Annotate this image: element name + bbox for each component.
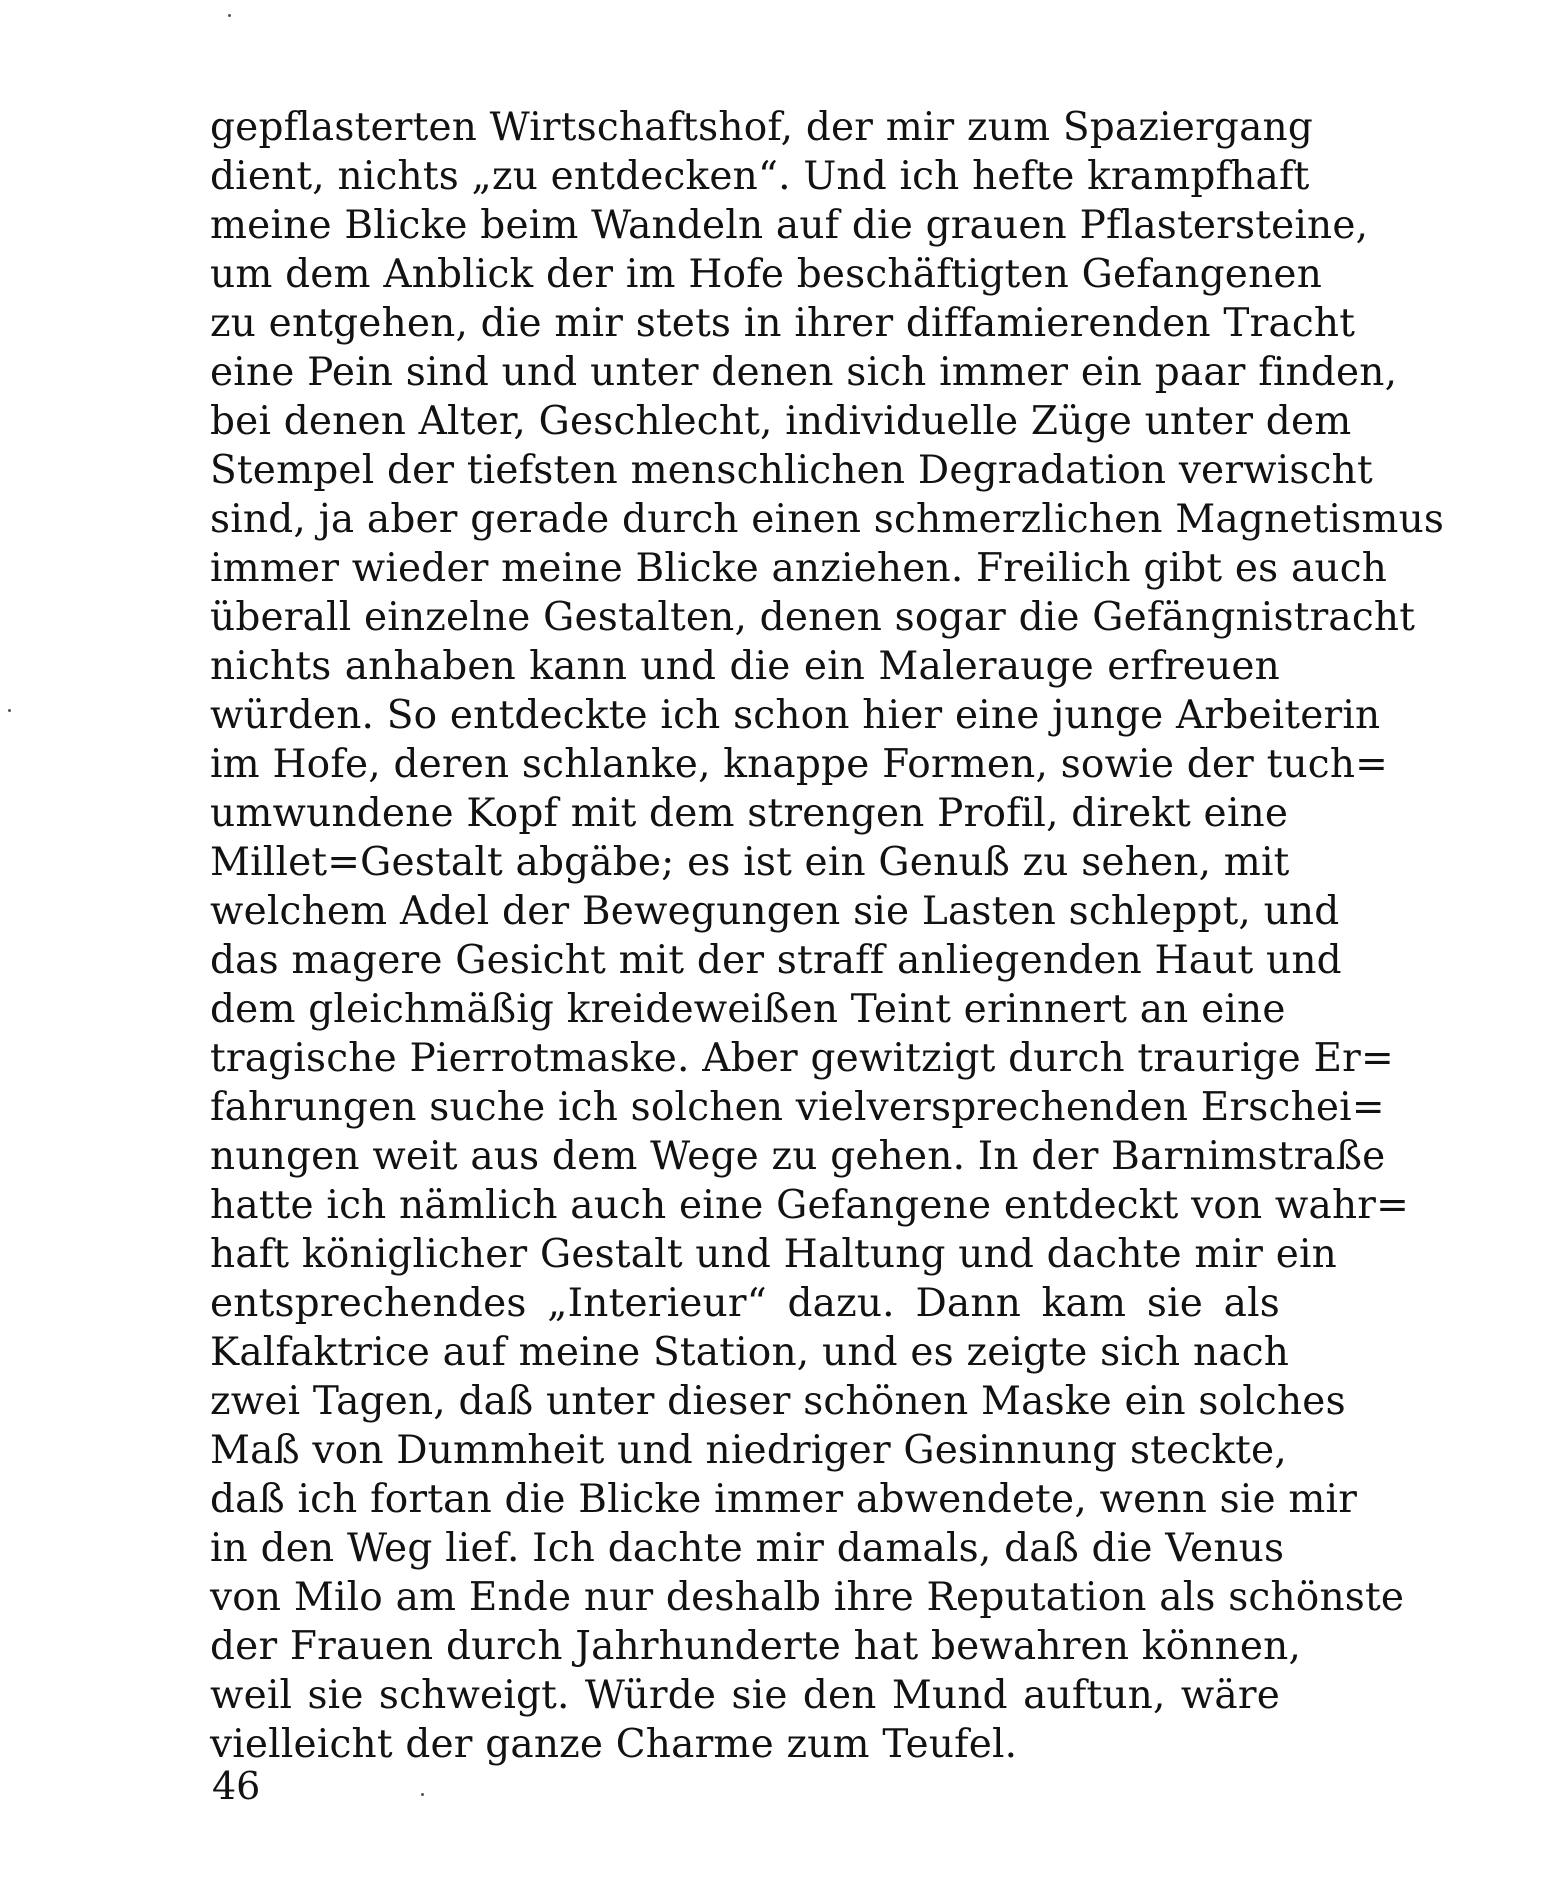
text-line: welchem Adel der Bewegungen sie Lasten schleppt, und xyxy=(210,889,1340,934)
body-text xyxy=(210,103,1445,1769)
text-line: umwundene Kopf mit dem strengen Profil, direkt eine xyxy=(210,791,1289,836)
text-line: weil sie schweigt. Würde sie den Mund auftun, wäre xyxy=(210,1673,1280,1718)
text-line: überall einzelne Gestalten, denen sogar die Gefängnistracht xyxy=(210,595,1416,640)
text-line: immer wieder meine Blicke anziehen. Freilich gibt es auch xyxy=(210,546,1388,591)
text-line: bei denen Alter, Geschlecht, individuelle Züge unter dem xyxy=(210,399,1352,444)
text-line: würden. So entdeckte ich schon hier eine junge Arbeiterin xyxy=(210,693,1381,738)
text-line: Stempel der tiefsten menschlichen Degradation verwischt xyxy=(210,448,1373,493)
text-line: entsprechendes „Interieur“ dazu. Dann kam sie als xyxy=(210,1281,1280,1326)
text-line: Millet=Gestalt abgäbe; es ist ein Genuß zu sehen, mit xyxy=(210,840,1290,885)
text-line: dient, nichts „zu entdecken“. Und ich hefte krampfhaft xyxy=(210,154,1310,199)
text-line: um dem Anblick der im Hofe beschäftigten Gefangenen xyxy=(210,252,1323,297)
text-line: haft königlicher Gestalt und Haltung und dachte mir ein xyxy=(210,1232,1337,1277)
text-line: gepflasterten Wirtschaftshof, der mir zum Spaziergang xyxy=(210,105,1314,150)
text-line: das magere Gesicht mit der straff anliegenden Haut und xyxy=(210,938,1342,983)
text-line: dem gleichmäßig kreideweißen Teint erinnert an eine xyxy=(210,987,1286,1032)
text-line-last: vielleicht der ganze Charme zum Teufel. xyxy=(210,1722,1018,1767)
text-line: im Hofe, deren schlanke, knappe Formen, sowie der tuch= xyxy=(210,742,1389,787)
scan-speck xyxy=(228,14,231,17)
scan-speck xyxy=(8,709,11,712)
text-line: nichts anhaben kann und die ein Malerauge erfreuen xyxy=(210,644,1280,689)
text-line: Maß von Dummheit und niedriger Gesinnung steckte, xyxy=(210,1428,1287,1473)
text-line: zwei Tagen, daß unter dieser schönen Maske ein solches xyxy=(210,1379,1346,1424)
scan-speck xyxy=(421,1793,424,1796)
text-line: meine Blicke beim Wandeln auf die grauen Pflastersteine, xyxy=(210,203,1369,248)
text-line: in den Weg lief. Ich dachte mir damals, daß die Venus xyxy=(210,1526,1285,1571)
text-line: sind, ja aber gerade durch einen schmerzlichen Magnetismus xyxy=(210,497,1445,542)
text-line: der Frauen durch Jahrhunderte hat bewahren können, xyxy=(210,1624,1302,1669)
text-line: zu entgehen, die mir stets in ihrer diffamierenden Tracht xyxy=(210,301,1356,346)
text-line: Kalfaktrice auf meine Station, und es zeigte sich nach xyxy=(210,1330,1290,1375)
text-line: fahrungen suche ich solchen vielversprechenden Erschei= xyxy=(210,1085,1385,1130)
text-line: daß ich fortan die Blicke immer abwendete, wenn sie mir xyxy=(210,1477,1358,1522)
page-number: 46 xyxy=(212,1764,261,1808)
text-line: tragische Pierrotmaske. Aber gewitzigt durch traurige Er= xyxy=(210,1036,1394,1081)
text-line: eine Pein sind und unter denen sich immer ein paar finden, xyxy=(210,350,1398,395)
text-line: hatte ich nämlich auch eine Gefangene entdeckt von wahr= xyxy=(210,1183,1409,1228)
text-line: von Milo am Ende nur deshalb ihre Reputation als schönste xyxy=(210,1575,1405,1620)
text-line: nungen weit aus dem Wege zu gehen. In der Barnimstraße xyxy=(210,1134,1386,1179)
